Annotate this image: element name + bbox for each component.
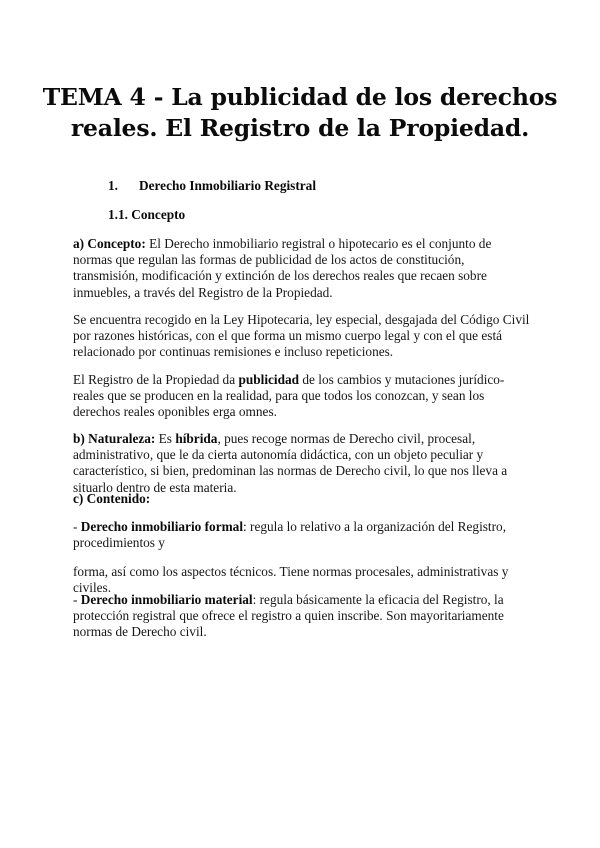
document-title <box>40 82 560 144</box>
naturaleza-label: b) Naturaleza: <box>73 431 156 446</box>
section-number: 1. <box>108 178 118 193</box>
paragraph-naturaleza <box>73 431 533 496</box>
contenido-heading: c) Contenido: <box>73 491 151 506</box>
section-heading <box>108 178 568 194</box>
concepto-label: a) Concepto: <box>73 236 146 251</box>
paragraph-registro <box>73 372 533 421</box>
paragraph-derecho-material <box>73 592 533 641</box>
concepto-text: El Derecho inmobiliario registral o hipotecario es el conjunto de normas que regulan las formas de publicidad de los actos de constitución, transmisión, modificación y extinción de los derechos reales que recaen sobre inmuebles, a través del Registro de la Propiedad. <box>73 236 492 300</box>
formal-dash: - <box>73 519 81 534</box>
formal-text: : regula lo relativo a la organización del Registro, procedimientos y <box>73 519 507 551</box>
registro-bold: publicidad <box>238 372 300 387</box>
paragraph-concepto <box>73 236 533 301</box>
material-dash: - <box>73 592 81 607</box>
registro-text-after: de los cambios y mutaciones jurídico-reales que se producen en la realidad, para que todos los conozcan, y sean los derechos reales oponibles erga omnes. <box>73 372 505 420</box>
title-line-1: TEMA 4 - La publicidad de los derechos <box>42 83 558 111</box>
paragraph-ley-hipotecaria: Se encuentra recogido en la Ley Hipotecaria, ley especial, desgajada del Código Civil por razones históricas, con el que forma un mismo cuerpo legal y con el que está relacionado por continuas remisiones e incluso repeticiones. <box>73 312 530 360</box>
material-bold: Derecho inmobiliario material <box>80 592 253 607</box>
paragraph-forma: forma, así como los aspectos técnicos. Tiene normas procesales, administrativas y civiles. <box>73 564 509 596</box>
naturaleza-bold: híbrida <box>175 431 218 446</box>
formal-bold: Derecho inmobiliario formal <box>80 519 244 534</box>
section-label: Derecho Inmobiliario Registral <box>139 178 317 193</box>
title-line-2: reales. El Registro de la Propiedad. <box>70 114 530 142</box>
naturaleza-text-before: Es <box>155 431 176 446</box>
material-text: : regula básicamente la eficacia del Registro, la protección registral que ofrece el registro a quien inscribe. Son mayoritariamente normas de Derecho civil. <box>73 592 504 640</box>
naturaleza-text-after: , pues recoge normas de Derecho civil, procesal, administrativo, que le da cierta autonomía didáctica, con un objeto peculiar y característico, si bien, predominan las normas de Derecho civil, lo que nos lleva a situarlo dentro de esta materia. <box>73 431 508 495</box>
paragraph-derecho-formal <box>73 519 533 551</box>
registro-text-before: El Registro de la Propiedad da <box>73 372 239 387</box>
subsection-heading: 1.1. Concepto <box>108 207 186 222</box>
